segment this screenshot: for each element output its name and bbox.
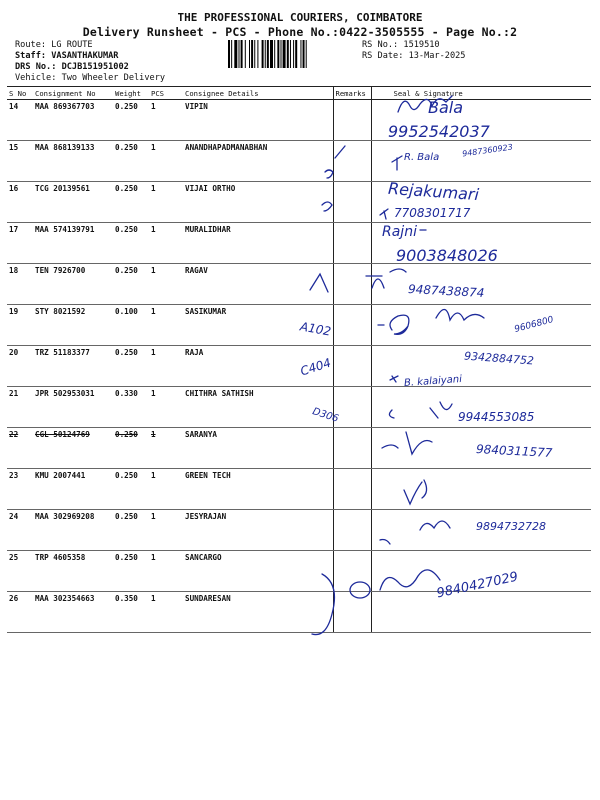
cell-consignment-text: MAA 868139133 [35,143,95,152]
cell-pcs-text: 1 [151,266,156,275]
cell-weight-text: 0.250 [115,512,138,521]
cell-sno-text: 20 [9,348,19,357]
company-name: THE PROFESSIONAL COURIERS, COIMBATORE [177,11,423,24]
handwriting-r20-remark: C404 [298,355,333,379]
cell-consignee-text: MURALIDHAR [185,225,231,234]
handwriting-r20-phone: 9342884752 [463,349,535,368]
cell-sno-text: 14 [9,102,19,111]
cell-consignment-text: MAA 574139791 [35,225,95,234]
col-remarks: Remarks [333,87,371,100]
handwriting-r21-phone: 9944553085 [458,410,535,424]
handwriting-r15-name: R. Bala [404,152,440,163]
cell-consignment-text: TRZ 51183377 [35,348,90,357]
cell-sno-text: 21 [9,389,19,398]
cell-consignment-text: CGL 50124769 [35,430,90,439]
cell-sno-text: 18 [9,266,19,275]
col-signature: Seal & Signature [371,87,591,100]
cell-consignee-text: SUNDARESAN [185,594,231,603]
cell-pcs-text: 1 [151,348,156,357]
cell-pcs-text: 1 [151,143,156,152]
cell-weight-text: 0.330 [115,389,138,398]
handwriting-r22-phone: 9840311577 [475,442,553,460]
cell-weight-text: 0.350 [115,594,138,603]
cell-pcs-text: 1 [151,471,156,480]
cell-consignment-text: JPR 502953031 [35,389,95,398]
cell-consignment-text: MAA 869367703 [35,102,95,111]
cell-consignment-text: TCG 20139561 [35,184,90,193]
cell-consignee-text: VIJAI ORTHO [185,184,236,193]
cell-consignee-text: SASIKUMAR [185,307,227,316]
handwriting-r19-phone: 9606800 [513,314,555,336]
col-pcs: PCS [149,87,183,100]
cell-consignee-text: CHITHRA SATHISH [185,389,254,398]
cell-sno-text: 16 [9,184,19,193]
cell-consignee-text: RAJA [185,348,204,357]
handwriting-r17-phone: 9003848026 [396,246,498,265]
cell-consignee-text: VIPIN [185,102,208,111]
cell-weight-text: 0.250 [115,430,138,439]
handwriting-r16-phone: 7708301717 [394,206,471,220]
col-consignment: Consignment No [33,87,113,100]
cell-sno-text: 15 [9,143,19,152]
cell-weight-text: 0.250 [115,266,138,275]
cell-consignment-text: TEN 7926700 [35,266,86,275]
cell-weight-text: 0.250 [115,143,138,152]
handwriting-r18-phone: 9487438874 [407,282,485,300]
handwriting-r21-remark: D306 [310,406,340,425]
cell-pcs-text: 1 [151,389,156,398]
cell-pcs-text: 1 [151,430,156,439]
cell-pcs-text: 1 [151,512,156,521]
cell-pcs-text: 1 [151,594,156,603]
cell-sno-text: 22 [9,430,19,439]
cell-sno-text: 19 [9,307,19,316]
cell-consignment-text: MAA 302969208 [35,512,95,521]
cell-consignment-text: KMU 2007441 [35,471,86,480]
cell-consignee-text: RAGAV [185,266,208,275]
cell-weight-text: 0.250 [115,471,138,480]
handwriting-r26-phone: 9840427029 [435,569,520,602]
rs-number: RS No.: 1519510 [362,40,440,50]
cell-pcs-text: 1 [151,102,156,111]
cell-consignment-text: TRP 4605358 [35,553,86,562]
cell-sno-text: 24 [9,512,19,521]
handwriting-r15-phone: 9487360923 [461,142,514,159]
handwriting-r14-phone: 9952542037 [388,122,490,141]
cell-consignee-text: SARANYA [185,430,218,439]
cell-sno-text: 23 [9,471,19,480]
cell-weight-text: 0.250 [115,184,138,193]
cell-weight-text: 0.250 [115,225,138,234]
cell-consignment-text: STY 8021592 [35,307,86,316]
handwriting-r16-name: Rejakumari [387,178,480,205]
vehicle-label: Vehicle: Two Wheeler Delivery [15,73,166,83]
cell-sno-text: 26 [9,594,19,603]
cell-consignee-text: ANANDHAPADMANABHAN [185,143,268,152]
cell-pcs-text: 1 [151,553,156,562]
cell-weight-text: 0.100 [115,307,138,316]
rs-date: RS Date: 13-Mar-2025 [362,51,466,61]
cell-weight-text: 0.250 [115,348,138,357]
cell-consignment-text: MAA 302354663 [35,594,95,603]
cell-weight-text: 0.250 [115,553,138,562]
drs-number: DRS No.: DCJB151951002 [15,62,129,72]
col-sno: S No [7,87,33,100]
col-weight: Weight [113,87,149,100]
cell-sno-text: 25 [9,553,19,562]
handwriting-r19-remark: A102 [299,319,333,339]
staff-label: Staff: VASANTHAKUMAR [15,51,119,61]
col-consignee: Consignee Details [183,87,333,100]
cell-pcs-text: 1 [151,225,156,234]
route-label: Route: LG ROUTE [15,40,93,50]
cell-pcs-text: 1 [151,307,156,316]
cell-weight-text: 0.250 [115,102,138,111]
cell-consignee-text: SANCARGO [185,553,222,562]
handwriting-r20-name: B. kalaiyani [403,373,463,390]
handwriting-r24-phone: 9894732728 [476,520,546,533]
cell-pcs-text: 1 [151,184,156,193]
cell-consignee-text: JESYRAJAN [185,512,227,521]
handwriting-r17-name: Rajni [382,224,417,240]
runsheet-title: Delivery Runsheet - PCS - Phone No.:0422-3505555 - Page No.:2 [82,25,518,39]
handwriting-r14-sign: Bala [428,98,464,117]
cell-consignee-text: GREEN TECH [185,471,231,480]
cell-sno-text: 17 [9,225,19,234]
